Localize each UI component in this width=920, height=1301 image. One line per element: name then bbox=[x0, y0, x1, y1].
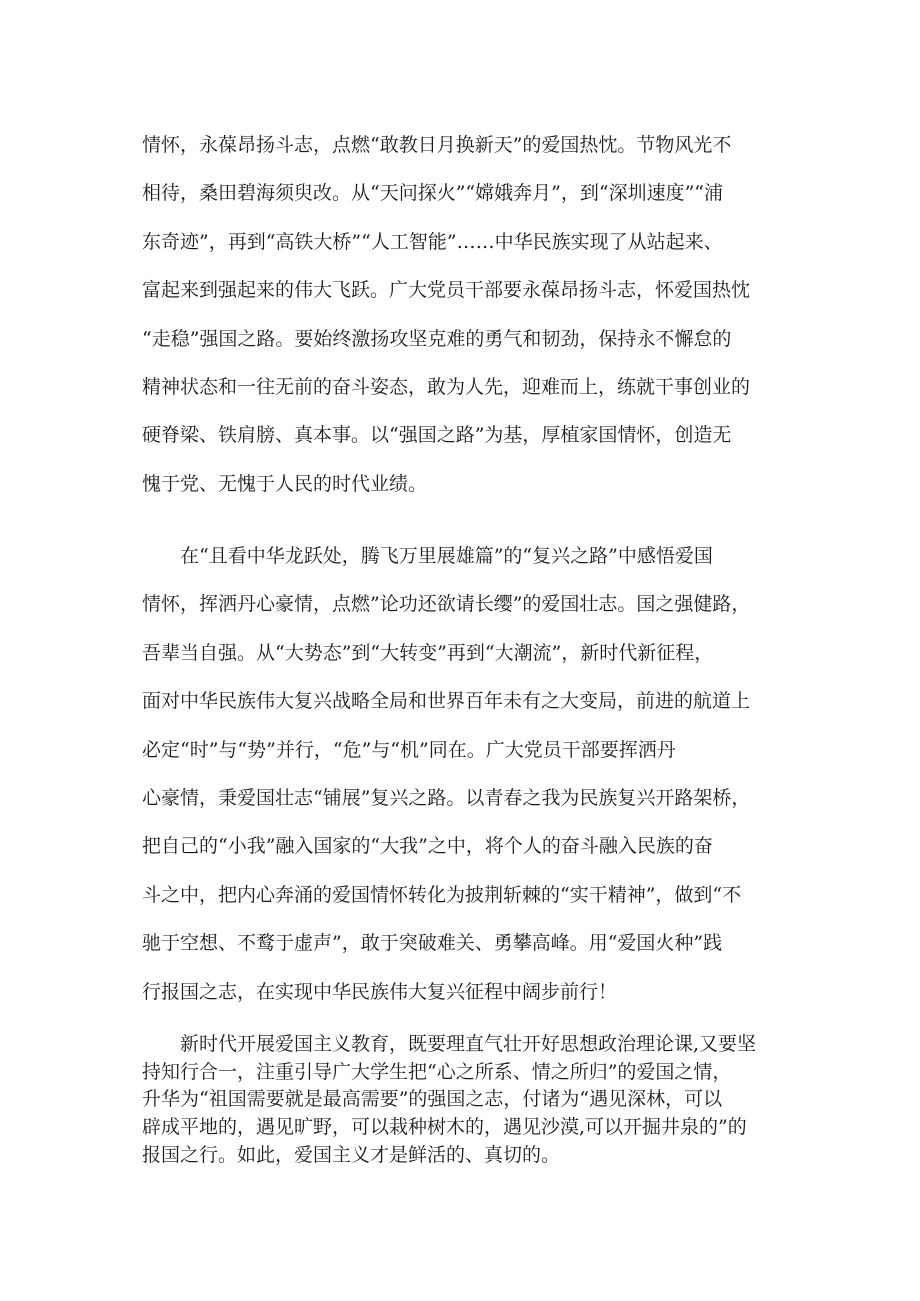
text-line: 斗之中，把内心奔涌的爱国情怀转化为披荆斩棘的“实干精神”，做到“不 bbox=[142, 883, 742, 906]
text-line: 行报国之志，在实现中华民族伟大复兴征程中阔步前行！ bbox=[142, 980, 618, 1003]
text-line: “走稳”强国之路。要始终激扬攻坚克难的勇气和韧劲，保持永不懈怠的 bbox=[142, 327, 732, 350]
text-line: 持知行合一，注重引导广大学生把“心之所系、情之所归”的爱国之情， bbox=[142, 1060, 732, 1083]
paragraph-3 bbox=[142, 1031, 782, 1169]
text-line: 辟成平地的，遇见旷野，可以栽种树木的，遇见沙漠,可以开掘井泉的”的 bbox=[142, 1116, 747, 1139]
text-line: 精神状态和一往无前的奋斗姿态，敢为人先，迎难而上，练就干事创业的 bbox=[142, 375, 751, 398]
text-line: 新时代开展爱国主义教育，既要理直气壮开好思想政治理论课,又要坚 bbox=[142, 1033, 757, 1055]
text-line: 在“且看中华龙跃处，腾飞万里展雄篇”的“复兴之路”中感悟爱国 bbox=[142, 545, 713, 567]
paragraph-2 bbox=[142, 540, 782, 1024]
text-line: 东奇迹”，再到“高铁大桥”“人工智能”……中华民族实现了从站起来、 bbox=[142, 230, 723, 253]
text-line: 吾辈当自强。从“大势态”到“大转变”再到“大潮流”，新时代新征程， bbox=[142, 641, 714, 664]
text-line: 情怀，永葆昂扬斗志，点燃“敢教日月换新天”的爱国热忱。节物风光不 bbox=[142, 134, 732, 156]
text-line: 富起来到强起来的伟大飞跃。广大党员干部要永葆昂扬斗志，怀爱国热忱 bbox=[142, 279, 751, 302]
text-line: 硬脊梁、铁肩膀、真本事。以“强国之路”为基，厚植家国情怀，创造无 bbox=[142, 424, 732, 447]
text-line: 情怀，挥洒丹心豪情，点燃”论功还欲请长缨”的爱国壮志。国之强健路， bbox=[142, 593, 751, 616]
text-line: 把自己的“小我”融入国家的“大我”之中，将个人的奋斗融入民族的奋 bbox=[142, 835, 713, 858]
paragraph-1 bbox=[142, 129, 782, 516]
text-line: 报国之行。如此，爱国主义才是鲜活的、真切的。 bbox=[142, 1143, 561, 1166]
text-line: 愧于党、无愧于人民的时代业绩。 bbox=[142, 472, 428, 495]
text-line: 升华为“祖国需要就是最高需要”的强国之志，付诸为“遇见深林，可以 bbox=[142, 1088, 723, 1111]
text-line: 面对中华民族伟大复兴战略全局和世界百年未有之大变局，前进的航道上 bbox=[142, 690, 751, 713]
text-line: 驰于空想、不鹜于虚声”，敢于突破难关、勇攀高峰。用“爱国火种”践 bbox=[142, 932, 723, 955]
text-line: 必定“时”与“势”并行，“危”与“机”同在。广大党员干部要挥洒丹 bbox=[142, 738, 676, 761]
text-line: 相待，桑田碧海须臾改。从“天问探火”“嫦娥奔月”，到“深圳速度”“浦 bbox=[142, 182, 723, 205]
text-line: 心豪情，秉爱国壮志“铺展”复兴之路。以青春之我为民族复兴开路架桥， bbox=[142, 786, 751, 809]
